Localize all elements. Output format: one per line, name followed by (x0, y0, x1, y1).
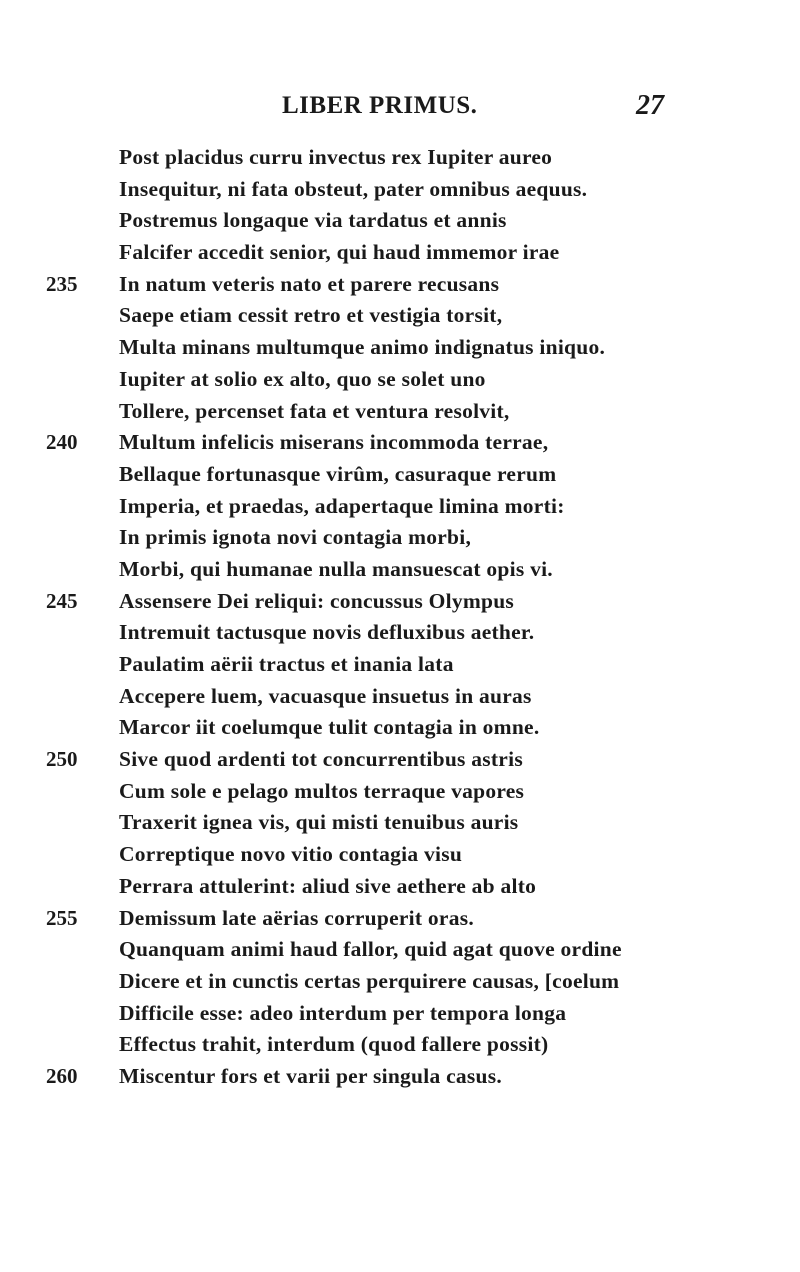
verse-line (46, 142, 766, 174)
line-number: 250 (46, 747, 78, 772)
verse-text: Assensere Dei reliqui: concussus Olympus (119, 588, 515, 613)
verse-line (46, 839, 766, 871)
line-number: 260 (46, 1063, 78, 1088)
verse-text: Tollere, percenset fata et ventura resolvit, (119, 398, 510, 423)
verse-line (46, 681, 766, 713)
running-title: LIBER PRIMUS. (282, 92, 478, 119)
line-number: 235 (46, 271, 78, 296)
verse-line (46, 744, 766, 776)
verse-line (46, 776, 766, 808)
running-head (0, 92, 800, 128)
verse-line (46, 934, 766, 966)
verse-line (46, 427, 766, 459)
line-number: 255 (46, 905, 78, 930)
verse-text: Multum infelicis miserans incommoda terrae, (119, 430, 549, 455)
verse-text: Imperia, et praedas, adapertaque limina morti: (119, 493, 565, 518)
verse-text: Sive quod ardenti tot concurrentibus astris (119, 747, 523, 772)
verse-text: Paulatim aërii tractus et inania lata (119, 652, 454, 676)
verse-line (46, 554, 766, 586)
verse-text: Dicere et in cunctis certas perquirere causas, [coelum (119, 968, 620, 993)
verse-line (46, 300, 766, 332)
verse-line (46, 807, 766, 839)
verse-text: In natum veteris nato et parere recusans (119, 271, 500, 296)
verse-line (46, 998, 766, 1030)
verse-text: Post placidus curru invectus rex Iupiter aureo (119, 145, 553, 169)
verse-line (46, 903, 766, 935)
verse-text: Bellaque fortunasque virûm, casuraque rerum (119, 461, 557, 486)
verse-text: Miscentur fors et varii per singula casus. (119, 1063, 502, 1088)
verse-line (46, 332, 766, 364)
verse-text: Intremuit tactusque novis defluxibus aether. (119, 620, 535, 645)
verse-line (46, 269, 766, 301)
verse-text: Saepe etiam cessit retro et vestigia torsit, (119, 303, 503, 328)
verse-line (46, 586, 766, 618)
line-number: 245 (46, 588, 78, 613)
verse-text: Iupiter at solio ex alto, quo se solet uno (119, 366, 486, 391)
verse-text: Traxerit ignea vis, qui misti tenuibus auris (119, 810, 519, 835)
verse-line (46, 649, 766, 681)
verse-line (46, 1029, 766, 1061)
line-number: 240 (46, 430, 78, 455)
verse-line (46, 522, 766, 554)
verse-text: Postremus longaque via tardatus et annis (119, 208, 507, 233)
verse-text: Demissum late aërias corruperit oras. (119, 905, 474, 930)
verse-line (46, 491, 766, 523)
verse-text: In primis ignota novi contagia morbi, (119, 525, 472, 550)
verse-line (46, 237, 766, 269)
verse-text: Marcor iit coelumque tulit contagia in omne. (119, 715, 540, 740)
page-number: 27 (636, 90, 664, 121)
verse-block (46, 142, 766, 1093)
verse-text: Insequitur, ni fata obsteut, pater omnibus aequus. (119, 176, 588, 201)
verse-text: Perrara attulerint: aliud sive aethere ab alto (119, 873, 537, 898)
verse-line (46, 871, 766, 903)
verse-line (46, 1061, 766, 1093)
verse-line (46, 617, 766, 649)
verse-line (46, 712, 766, 744)
verse-text: Multa minans multumque animo indignatus iniquo. (119, 335, 606, 360)
verse-text: Morbi, qui humanae nulla mansuescat opis vi. (119, 556, 553, 581)
verse-text: Cum sole e pelago multos terraque vapores (119, 778, 525, 803)
verse-text: Accepere luem, vacuasque insuetus in auras (119, 683, 532, 708)
verse-line (46, 174, 766, 206)
verse-text: Correptique novo vitio contagia visu (119, 842, 463, 867)
verse-text: Effectus trahit, interdum (quod fallere possit) (119, 1032, 549, 1057)
verse-line (46, 459, 766, 491)
verse-line (46, 364, 766, 396)
verse-text: Quanquam animi haud fallor, quid agat quove ordine (119, 937, 622, 962)
verse-text: Falcifer accedit senior, qui haud immemor irae (119, 240, 560, 265)
verse-text: Difficile esse: adeo interdum per tempora longa (119, 1000, 567, 1025)
verse-line (46, 205, 766, 237)
verse-line (46, 966, 766, 998)
verse-line (46, 396, 766, 428)
